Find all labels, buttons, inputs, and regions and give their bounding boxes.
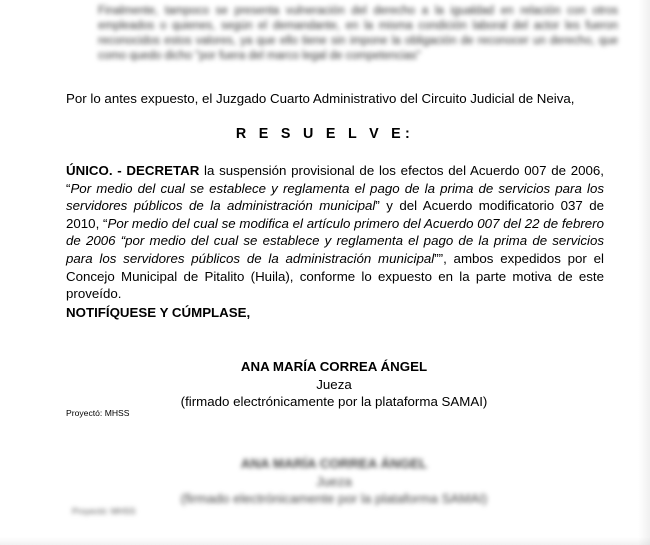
signer-name: ANA MARÍA CORREA ÁNGEL (240, 359, 428, 374)
resolution-text-1: la suspensión provisional de los efectos del Acuerdo 007 de 2006, “ (66, 163, 605, 196)
prepared-by: Proyectó: MHSS (66, 408, 130, 418)
blurred-signer-name: ANA MARÍA CORREA ÁNGEL (240, 456, 428, 471)
notification-line: NOTIFÍQUESE Y CÚMPLASE, (66, 305, 251, 320)
blurred-signature-note: (firmado electrónicamente por la plataforma SAMAI) (180, 491, 488, 506)
blurred-previous-paragraph: Finalmente, tampoco se presenta vulneración del derecho a la igualdad en relación con otros empleados o quienes, según el demandante, en la misma condición laboral del actor les fueron reconocidos estos valores, ya que ello tiene sin impone la obligación de reconocer un derecho, que como quedo dicho "por fuera del marco legal de competencias" (98, 5, 618, 62)
signature-block (0, 358, 650, 411)
blurred-signer-role: Jueza (316, 473, 352, 489)
resolution-text-3: ””, ambos expedidos por el Concejo Municipal de Pitalito (Huila), conforme lo expuesto en la parte motiva de este proveído. (66, 250, 604, 302)
resolution-lead: ÚNICO. - DECRETAR (66, 163, 200, 178)
resolution-quote-1: Por medio del cual se establece y reglamenta el pago de la prima de servicios para los servidores públicos de la administración municipal (66, 180, 604, 214)
resolution-paragraph (66, 162, 604, 303)
resuelve-heading: R E S U E L V E: (235, 126, 415, 142)
resolution-text-2: ” y del Acuerdo modificatorio 037 de 2010, “ (66, 198, 604, 231)
signer-role: Jueza (316, 376, 352, 392)
signature-note: (firmado electrónicamente por la plataforma SAMAI) (180, 394, 488, 409)
page-edge-shadow (638, 0, 650, 545)
blurred-prepared-by: Proyectó: MHSS (72, 506, 136, 516)
resolution-quote-2: Por medio del cual se modifica el artículo primero del Acuerdo 007 del 22 de febrero de 2006 “por medio del cual se establece y reglamenta el pago de la prima de servicios para los servidores públicos de la administración municipal (66, 215, 604, 266)
blurred-signature-block (0, 455, 650, 508)
page-bottom-shadow (0, 537, 650, 545)
intro-paragraph: Por lo antes expuesto, el Juzgado Cuarto Administrativo del Circuito Judicial de Neiva, (66, 91, 575, 106)
